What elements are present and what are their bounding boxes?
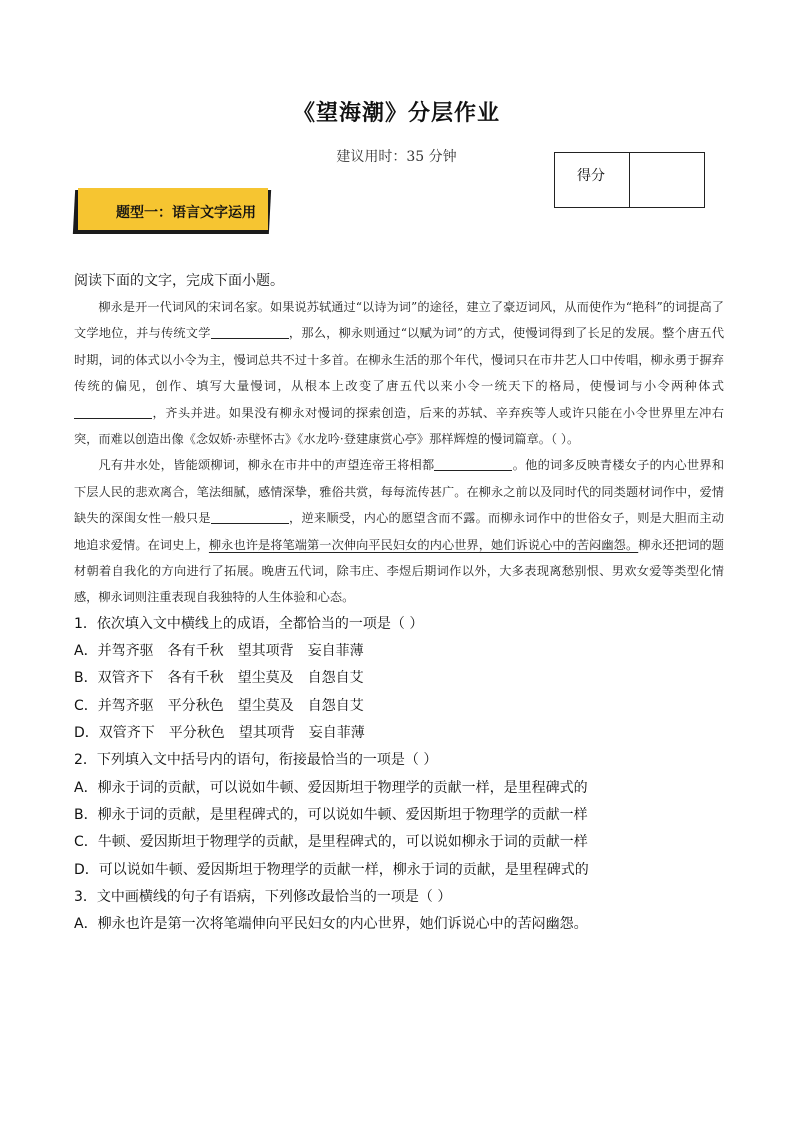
score-box [554,152,705,208]
instruction: 阅读下面的文字，完成下面小题。 [74,273,284,289]
option-c[interactable]: C．牛顿、爱因斯坦于物理学的贡献，是里程碑式的，可以说如柳永于词的贡献一样 [74,834,588,851]
section-banner [74,186,272,236]
option-c[interactable]: C．并驾齐驱 平分秋色 望尘莫及 自怨自艾 [74,697,364,714]
passage-text: 凡有井水处，皆能颂柳词，柳永在市井中的声望连帝王将相都 [98,458,435,473]
option-a[interactable]: A．柳永也许是第一次将笔端伸向平民妇女的内心世界，她们诉说心中的苦闷幽怨。 [74,916,588,933]
banner-text: 题型一：语言文字运用 [116,205,256,221]
passage-text: 柳永还把词的题材朝着自我化的方向进行了拓展。晚唐五代词，除韦庄、李煜后期词作以外，大多表现离愁别恨、男欢女爱等类型化情感，柳永词则注重表现自我独特的人生体验和心态。 [74,537,724,605]
suggested-time: 建议用时：35 分钟 [336,149,457,165]
question-1 [74,611,724,747]
passage-text: ，逆来顺受，内心的愿望含而不露。而柳永词作中的世俗女子，则是大胆而主动地追求爱情。在词史上， [74,511,725,552]
question-stem: 3．文中画横线的句子有语病，下列修改最恰当的一项是（ ） [74,888,452,905]
question-3 [74,884,724,939]
passage-text: ，那么，柳永则通过“以赋为词”的方式，使慢词得到了长足的发展。整个唐五代时期，词的体式以小令为主，慢词总共不过十多首。在柳永生活的那个年代，慢词只在市井艺人口中传唱，柳永勇于摒弃传统的偏见，创作、填写大量慢词，从根本上改变了唐五代以来小令一统天下的格局，使慢词与小令两种体式 [74,326,725,394]
option-a[interactable]: A．并驾齐驱 各有千秋 望其项背 妄自菲薄 [74,643,364,660]
blank-1[interactable] [211,324,289,339]
option-d[interactable]: D．双管齐下 平分秋色 望其项背 妄自菲薄 [74,725,365,742]
blank-4[interactable] [211,509,289,524]
option-a[interactable]: A．柳永于词的贡献，可以说如牛顿、爱因斯坦于物理学的贡献一样，是里程碑式的 [74,779,588,796]
option-b[interactable]: B．柳永于词的贡献，是里程碑式的，可以说如牛顿、爱因斯坦于物理学的贡献一样 [74,806,588,823]
passage-text: ，齐头并进。如果没有柳永对慢词的探索创造，后来的苏轼、辛弃疾等人或许只能在小令世界里左冲右突，而难以创造出像《念奴娇·赤壁怀古》《水龙吟·登建康赏心亭》那样辉煌的慢词篇章。（ ）。 [74,405,724,447]
passage-paragraph-2 [74,452,724,610]
passage-paragraph-1 [74,294,724,452]
question-stem: 2．下列填入文中括号内的语句，衔接最恰当的一项是（ ） [74,752,438,769]
underlined-sentence: 柳永也许是将笔端第一次伸向平民妇女的内心世界，她们诉说心中的苦闷幽怨。 [208,537,639,552]
score-label: 得分 [555,153,630,207]
passage-text: 柳永是开一代词风的宋词名家。如果说苏轼通过“以诗为词”的途径，建立了豪迈词风，从而使作为“艳科”的词提高了文学地位，并与传统文学 [74,300,724,341]
score-field[interactable] [630,153,704,207]
blank-3[interactable] [434,456,512,471]
option-b[interactable]: B．双管齐下 各有千秋 望尘莫及 自怨自艾 [74,670,364,687]
page-title: 《望海潮》分层作业 [292,101,500,126]
content [74,268,724,938]
passage-text: 。他的词多反映青楼女子的内心世界和下层人民的悲欢离合，笔法细腻，感情深挚，雅俗共赏，每每流传甚广。在柳永之前以及同时代的同类题材词作中，爱情缺失的深闺女性一般只是 [74,458,725,526]
blank-2[interactable] [74,404,152,419]
question-2 [74,747,724,883]
option-d[interactable]: D．可以说如牛顿、爱因斯坦于物理学的贡献一样，柳永于词的贡献，是里程碑式的 [74,861,589,878]
question-stem: 1．依次填入文中横线上的成语，全都恰当的一项是（ ） [74,615,424,632]
